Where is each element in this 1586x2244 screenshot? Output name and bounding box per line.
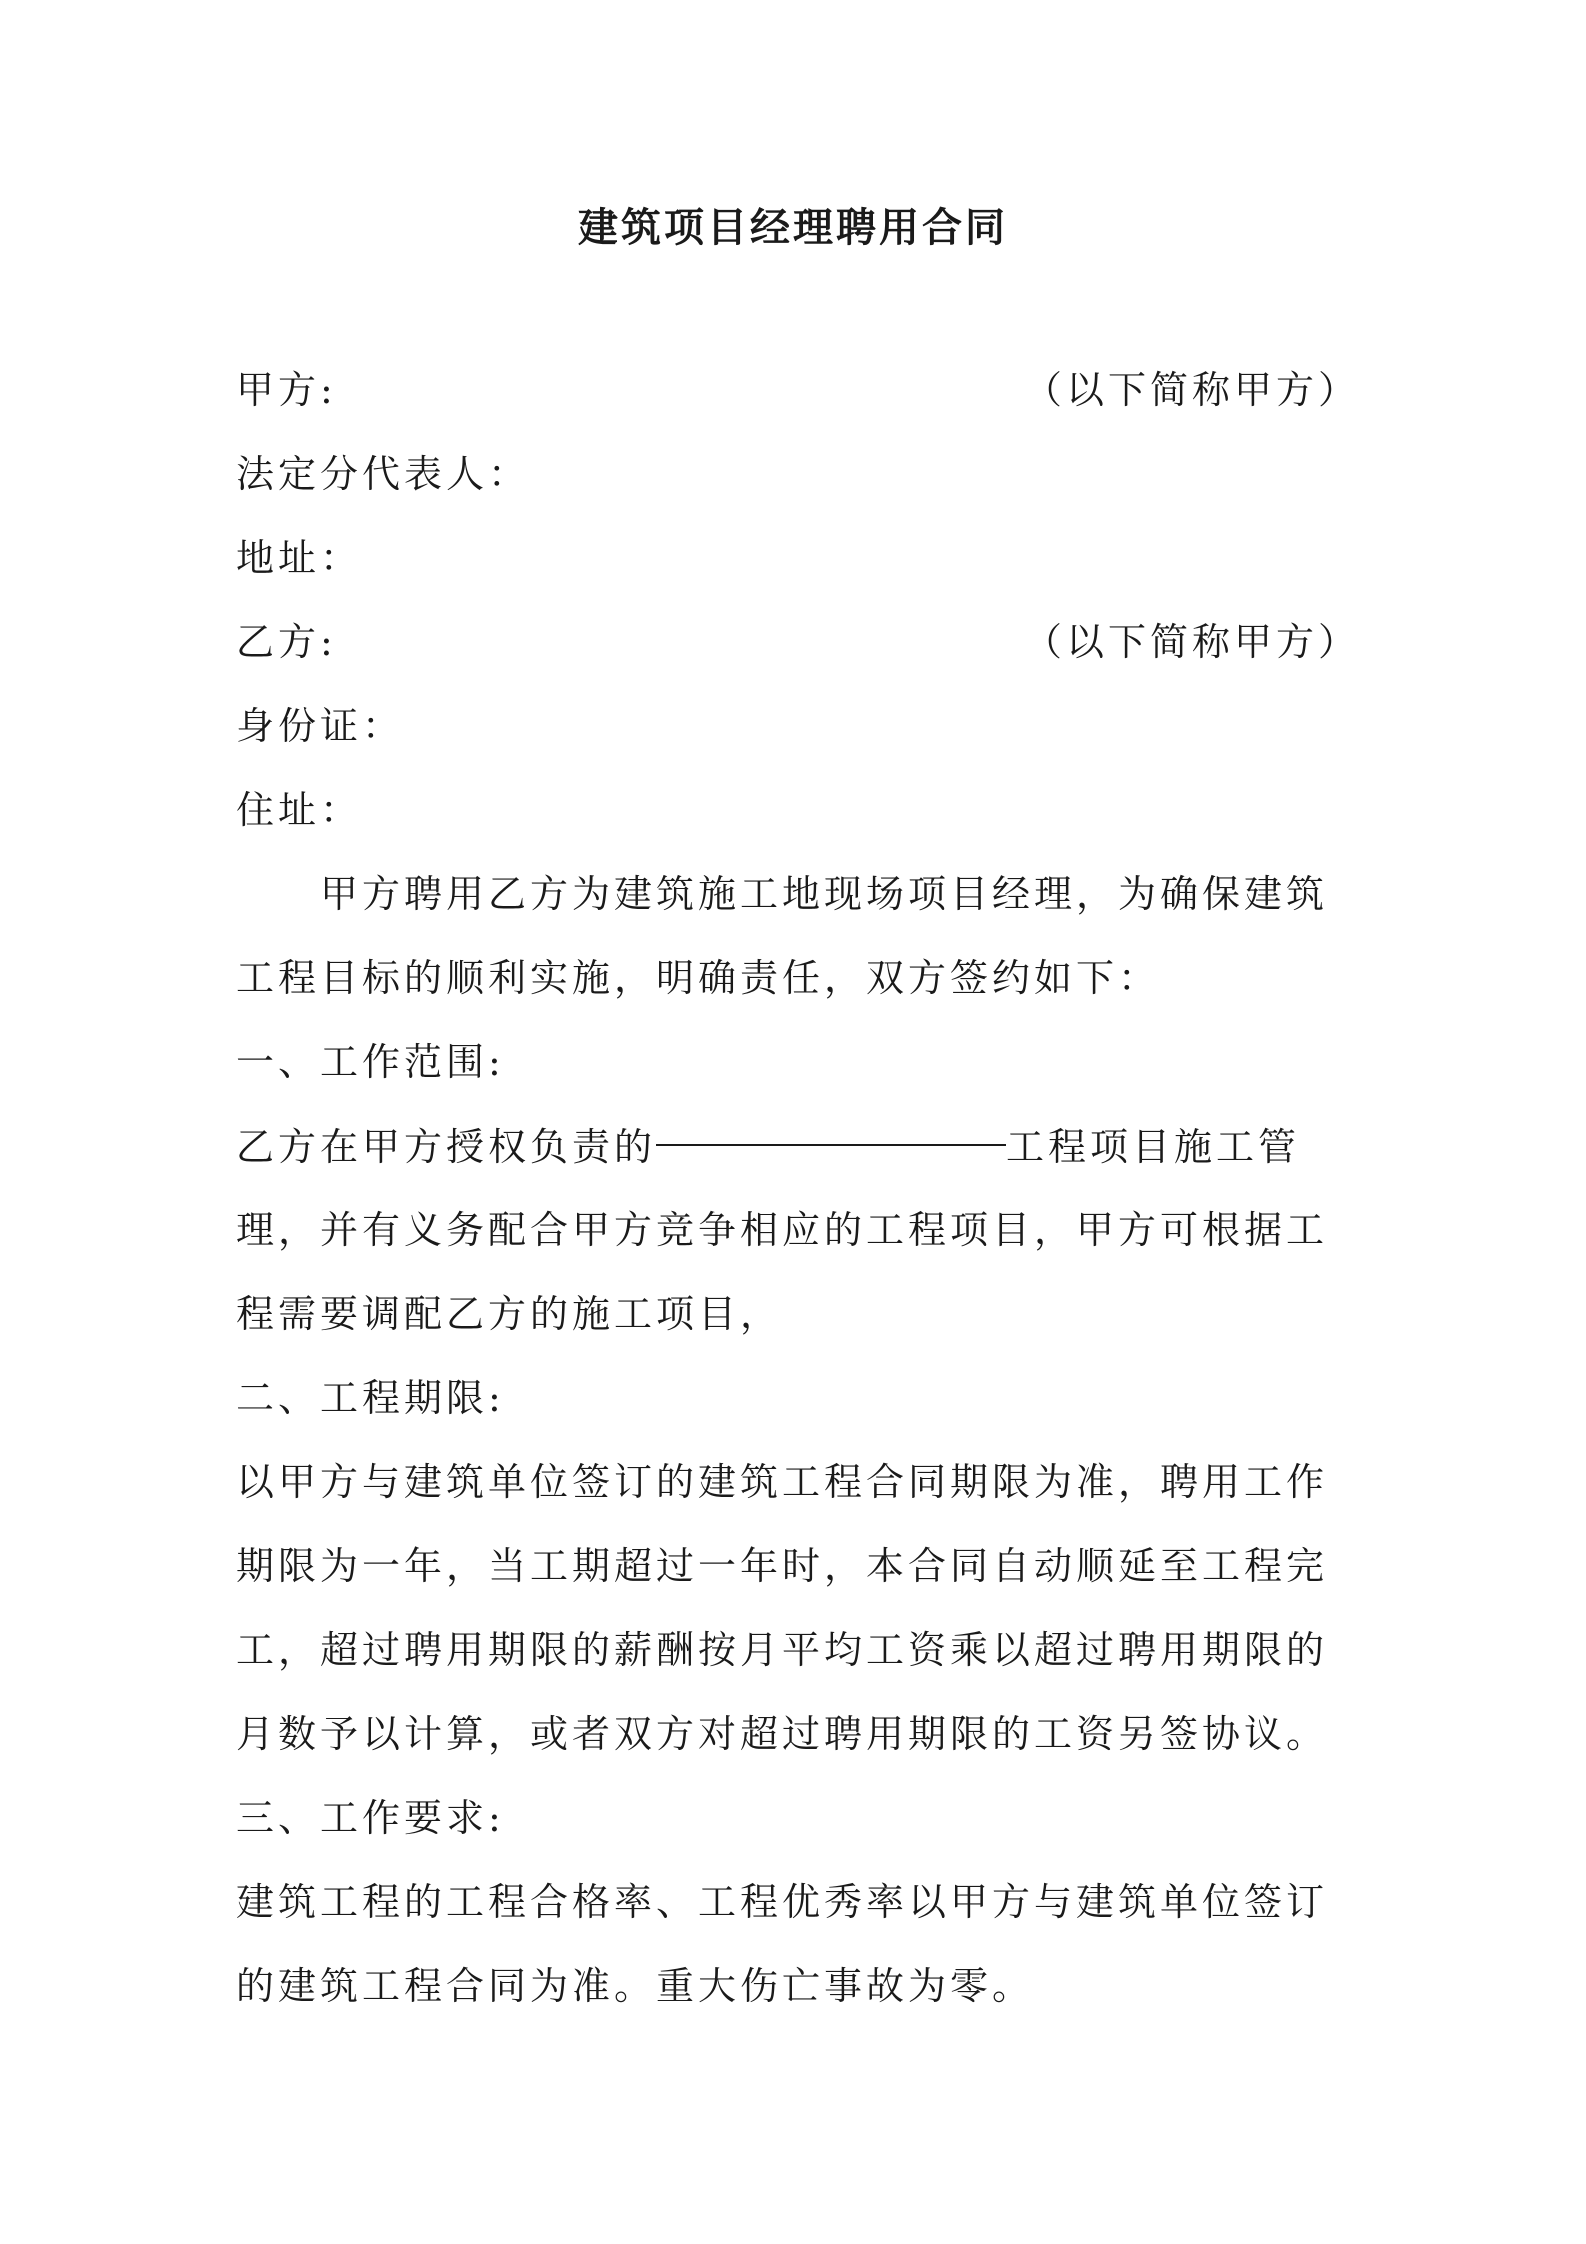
section-1-line-3: 程需要调配乙方的施工项目， — [236, 1292, 783, 1336]
party-a-label: 甲方: — [236, 368, 337, 412]
section-1-line-2: 理，并有义务配合甲方竞争相应的工程项目，甲方可根据工 — [236, 1208, 1329, 1252]
section-2-line-2: 期限为一年，当工期超过一年时，本合同自动顺延至工程完 — [236, 1544, 1329, 1588]
legal-rep-line — [236, 432, 530, 516]
section-2-line-1: 以甲方与建筑单位签订的建筑工程合同期限为准，聘用工作 — [236, 1460, 1329, 1504]
party-b-note: （以下简称甲方） — [1023, 620, 1360, 664]
section-3-heading: 三、工作要求: — [236, 1796, 505, 1840]
section-1-heading: 一、工作范围: — [236, 1040, 505, 1084]
section-2-heading: 二、工程期限: — [236, 1376, 505, 1420]
legal-rep-label: 法定分代表人： — [236, 452, 531, 496]
document-title: 建筑项目经理聘用合同 — [578, 204, 1008, 251]
section-1-line-1-before: 乙方在甲方授权负责的 — [236, 1125, 657, 1169]
intro-line-1: 甲方聘用乙方为建筑施工地现场项目经理，为确保建筑 — [320, 872, 1329, 916]
party-b-label: 乙方: — [236, 620, 337, 664]
section-3-line-2: 的建筑工程合同为准。重大伤亡事故为零。 — [236, 1964, 1035, 2008]
section-2-line-3: 工，超过聘用期限的薪酬按月平均工资乘以超过聘用期限的 — [236, 1628, 1329, 1672]
intro-line-2: 工程目标的顺利实施，明确责任，双方签约如下： — [236, 956, 1161, 1000]
address-b-line — [236, 768, 362, 852]
id-card-label: 身份证： — [236, 704, 405, 748]
section-1-line-1-after: 工程项目施工管 — [1006, 1125, 1301, 1169]
party-a-note: （以下简称甲方） — [1023, 368, 1360, 412]
section-1-line-1 — [236, 1104, 1300, 1188]
address-a-label: 地址： — [236, 536, 363, 580]
address-a-line — [236, 516, 362, 600]
section-2-line-4: 月数予以计算，或者双方对超过聘用期限的工资另签协议。 — [236, 1712, 1329, 1756]
project-name-blank — [656, 1104, 1006, 1146]
id-card-line — [236, 684, 404, 768]
address-b-label: 住址： — [236, 788, 363, 832]
party-a-line — [236, 348, 1360, 432]
party-b-line — [236, 600, 1360, 684]
section-3-line-1: 建筑工程的工程合格率、工程优秀率以甲方与建筑单位签订 — [236, 1880, 1329, 1924]
